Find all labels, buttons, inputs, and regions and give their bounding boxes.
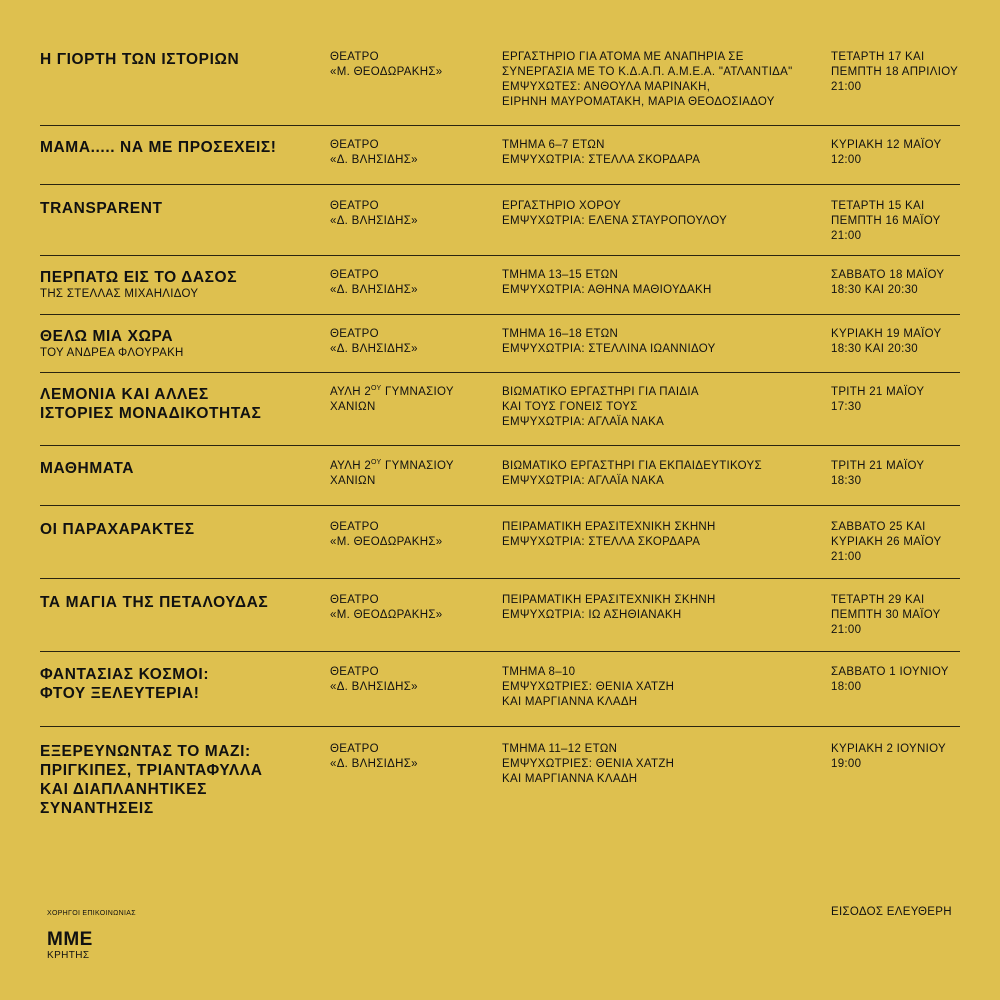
event-description	[502, 50, 792, 110]
event-title-line: ΙΣΤΟΡΙΕΣ ΜΟΝΑΔΙΚΟΤΗΤΑΣ	[40, 405, 262, 422]
date-line: ΠΕΜΠΤΗ 18 ΑΠΡΙΛΙΟΥ	[831, 66, 959, 78]
venue-line: «Μ. ΘΕΟΔΩΡΑΚΗΣ»	[330, 609, 443, 621]
date-line: 18:30	[831, 475, 862, 487]
date-line: 19:00	[831, 758, 862, 770]
ordinal-superscript: ΟΥ	[371, 385, 382, 392]
event-venue	[330, 138, 490, 168]
description-line: ΕΜΨΥΧΩΤΡΙΑ: ΑΓΛΑΪΑ ΝΑΚΑ	[502, 475, 665, 487]
row-divider	[40, 726, 960, 727]
event-description	[502, 199, 792, 229]
venue-line: «Δ. ΒΛΗΣΙΔΗΣ»	[330, 215, 418, 227]
description-line: ΕΜΨΥΧΩΤΡΙΕΣ: ΘΕΝΙΑ ΧΑΤΖΗ	[502, 681, 675, 693]
venue-line: «Μ. ΘΕΟΔΩΡΑΚΗΣ»	[330, 66, 443, 78]
description-line: ΤΜΗΜΑ 8–10	[502, 666, 576, 678]
event-title-line: ΦΤΟΥ ΞΕΛΕΥΤΕΡΙΑ!	[40, 685, 200, 702]
event-title-line: ΘΕΛΩ ΜΙΑ ΧΩΡΑ	[40, 328, 174, 345]
event-venue	[330, 742, 490, 772]
date-line: ΚΥΡΙΑΚΗ 19 ΜΑΪΟΥ	[831, 328, 942, 340]
date-line: ΣΑΒΒΑΤΟ 1 ΙΟΥΝΙΟΥ	[831, 666, 949, 678]
date-line: 21:00	[831, 624, 862, 636]
row-divider	[40, 505, 960, 506]
event-date	[831, 459, 966, 489]
description-line: ΚΑΙ ΤΟΥΣ ΓΟΝΕΙΣ ΤΟΥΣ	[502, 401, 638, 413]
venue-line: ΘΕΑΤΡΟ	[330, 200, 379, 212]
date-line: ΣΑΒΒΑΤΟ 25 ΚΑΙ	[831, 521, 926, 533]
venue-line: ΑΥΛΗ $2^{O\Upsilon}$ ΓΥΜΝΑΣΙΟΥ	[330, 459, 454, 472]
venue-line: «Μ. ΘΕΟΔΩΡΑΚΗΣ»	[330, 536, 443, 548]
event-date	[831, 327, 966, 357]
event-title-line: ΜΑΜΑ..... ΝΑ ΜΕ ΠΡΟΣΕΧΕΙΣ!	[40, 139, 277, 156]
date-line: 18:30 ΚΑΙ 20:30	[831, 343, 918, 355]
venue-line: ΘΕΑΤΡΟ	[330, 521, 379, 533]
event-title-line: ΜΑΘΗΜΑΤΑ	[40, 460, 135, 477]
event-title-line: ΠΕΡΠΑΤΩ ΕΙΣ ΤΟ ΔΑΣΟΣ	[40, 269, 238, 286]
event-description	[502, 665, 792, 710]
event-subtitle: ΤΗΣ ΣΤΕΛΛΑΣ ΜΙΧΑΗΛΙΔΟΥ	[40, 288, 199, 300]
date-line: 21:00	[831, 230, 862, 242]
event-venue	[330, 385, 490, 415]
event-title-line: ΦΑΝΤΑΣΙΑΣ ΚΟΣΜΟΙ:	[40, 666, 210, 683]
description-line: ΚΑΙ ΜΑΡΓΙΑΝΝΑ ΚΛΑΔΗ	[502, 696, 638, 708]
event-description	[502, 138, 792, 168]
event-title	[40, 593, 310, 612]
date-line: ΚΥΡΙΑΚΗ 26 ΜΑΪΟΥ	[831, 536, 942, 548]
date-line: ΤΕΤΑΡΤΗ 15 ΚΑΙ	[831, 200, 925, 212]
event-title-line: ΠΡΙΓΚΙΠΕΣ, ΤΡΙΑΝΤΑΦΥΛΛΑ	[40, 762, 263, 779]
event-title-line: Η ΓΙΟΡΤΗ ΤΩΝ ΙΣΤΟΡΙΩΝ	[40, 51, 240, 68]
venue-line: ΘΕΑΤΡΟ	[330, 666, 379, 678]
event-venue	[330, 520, 490, 550]
date-line: 12:00	[831, 154, 862, 166]
event-venue	[330, 50, 490, 80]
event-title-line: ΛΕΜΟΝΙΑ ΚΑΙ ΑΛΛΕΣ	[40, 386, 209, 403]
description-line: ΠΕΙΡΑΜΑΤΙΚΗ ΕΡΑΣΙΤΕΧΝΙΚΗ ΣΚΗΝΗ	[502, 594, 716, 606]
date-line: ΣΑΒΒΑΤΟ 18 ΜΑΪΟΥ	[831, 269, 945, 281]
venue-line: ΧΑΝΙΩΝ	[330, 475, 376, 487]
event-date	[831, 138, 966, 168]
event-date	[831, 385, 966, 415]
description-line: ΕΜΨΥΧΩΤΡΙΑ: ΙΩ ΑΣΗΘΙΑΝΑΚΗ	[502, 609, 682, 621]
venue-line: ΘΕΑΤΡΟ	[330, 743, 379, 755]
sponsor-block	[47, 909, 136, 962]
description-line: ΕΜΨΥΧΩΤΡΙΑ: ΣΤΕΛΛΙΝΑ ΙΩΑΝΝΙΔΟΥ	[502, 343, 716, 355]
event-venue	[330, 593, 490, 623]
venue-line: «Δ. ΒΛΗΣΙΔΗΣ»	[330, 154, 418, 166]
event-date	[831, 593, 966, 638]
event-title	[40, 50, 310, 69]
description-line: ΕΡΓΑΣΤΗΡΙΟ ΓΙΑ ΑΤΟΜΑ ΜΕ ΑΝΑΠΗΡΙΑ ΣΕ	[502, 51, 744, 63]
description-line: ΤΜΗΜΑ 6–7 ΕΤΩΝ	[502, 139, 605, 151]
description-line: ΒΙΩΜΑΤΙΚΟ ΕΡΓΑΣΤΗΡΙ ΓΙΑ ΕΚΠΑΙΔΕΥΤΙΚΟΥΣ	[502, 460, 762, 472]
date-line: 21:00	[831, 81, 862, 93]
description-line: ΕΜΨΥΧΩΤΡΙΑ: ΑΘΗΝΑ ΜΑΘΙΟΥΔΑΚΗ	[502, 284, 712, 296]
description-line: ΚΑΙ ΜΑΡΓΙΑΝΝΑ ΚΛΑΔΗ	[502, 773, 638, 785]
venue-line: «Δ. ΒΛΗΣΙΔΗΣ»	[330, 758, 418, 770]
sponsor-label: ΧΟΡΗΓΟΙ ΕΠΙΚΟΙΝΩΝΙΑΣ	[47, 910, 136, 917]
event-title	[40, 459, 310, 478]
description-line: ΕΙΡΗΝΗ ΜΑΥΡΟΜΑΤΑΚΗ, ΜΑΡΙΑ ΘΕΟΔΟΣΙΑΔΟΥ	[502, 96, 775, 108]
event-description	[502, 327, 792, 357]
row-divider	[40, 184, 960, 185]
event-title-line: ΤΑ ΜΑΓΙΑ ΤΗΣ ΠΕΤΑΛΟΥΔΑΣ	[40, 594, 269, 611]
event-title-line: TRANSPARENT	[40, 200, 163, 217]
date-line: ΠΕΜΠΤΗ 30 ΜΑΪΟΥ	[831, 609, 941, 621]
event-venue	[330, 665, 490, 695]
event-subtitle: ΤΟΥ ΑΝΔΡΕΑ ΦΛΟΥΡΑΚΗ	[40, 347, 184, 359]
free-entry-note: ΕΙΣΟΔΟΣ ΕΛΕΥΘΕΡΗ	[831, 906, 952, 918]
event-title	[40, 665, 310, 703]
event-title-line: ΕΞΕΡΕΥΝΩΝΤΑΣ ΤΟ ΜΑΖΙ:	[40, 743, 251, 760]
date-line: 18:30 ΚΑΙ 20:30	[831, 284, 918, 296]
date-line: ΚΥΡΙΑΚΗ 12 ΜΑΪΟΥ	[831, 139, 942, 151]
date-line: ΤΡΙΤΗ 21 ΜΑΪΟΥ	[831, 460, 925, 472]
event-description	[502, 593, 792, 623]
venue-line: «Δ. ΒΛΗΣΙΔΗΣ»	[330, 284, 418, 296]
event-title	[40, 138, 310, 157]
date-line: 17:30	[831, 401, 862, 413]
description-line: ΤΜΗΜΑ 11–12 ΕΤΩΝ	[502, 743, 618, 755]
venue-line: ΘΕΑΤΡΟ	[330, 269, 379, 281]
description-line: ΕΜΨΥΧΩΤΡΙΑ: ΑΓΛΑΪΑ ΝΑΚΑ	[502, 416, 665, 428]
row-divider	[40, 255, 960, 256]
date-line: ΤΕΤΑΡΤΗ 17 ΚΑΙ	[831, 51, 925, 63]
venue-line: ΑΥΛΗ $2^{O\Upsilon}$ ΓΥΜΝΑΣΙΟΥ	[330, 385, 454, 398]
description-line: ΒΙΩΜΑΤΙΚΟ ΕΡΓΑΣΤΗΡΙ ΓΙΑ ΠΑΙΔΙΑ	[502, 386, 699, 398]
date-line: ΠΕΜΠΤΗ 16 ΜΑΪΟΥ	[831, 215, 941, 227]
description-line: ΕΜΨΥΧΩΤΡΙΑ: ΣΤΕΛΛΑ ΣΚΟΡΔΑΡΑ	[502, 154, 701, 166]
event-date	[831, 665, 966, 695]
event-date	[831, 742, 966, 772]
venue-line: ΘΕΑΤΡΟ	[330, 51, 379, 63]
description-line: ΕΡΓΑΣΤΗΡΙΟ ΧΟΡΟΥ	[502, 200, 622, 212]
description-line: ΤΜΗΜΑ 16–18 ΕΤΩΝ	[502, 328, 619, 340]
description-line: ΕΜΨΥΧΩΤΡΙΕΣ: ΘΕΝΙΑ ΧΑΤΖΗ	[502, 758, 675, 770]
date-line: ΤΡΙΤΗ 21 ΜΑΪΟΥ	[831, 386, 925, 398]
row-divider	[40, 372, 960, 373]
event-date	[831, 520, 966, 565]
event-description	[502, 742, 792, 787]
row-divider	[40, 445, 960, 446]
event-date	[831, 268, 966, 298]
venue-line: ΧΑΝΙΩΝ	[330, 401, 376, 413]
event-title	[40, 268, 310, 302]
event-venue	[330, 327, 490, 357]
event-title	[40, 385, 310, 423]
event-date	[831, 50, 966, 95]
event-title	[40, 520, 310, 539]
event-title	[40, 199, 310, 218]
event-title-line: ΚΑΙ ΔΙΑΠΛΑΝΗΤΙΚΕΣ	[40, 781, 207, 798]
event-description	[502, 385, 792, 430]
logo-sub-text: ΚΡΗΤΗΣ	[47, 950, 90, 961]
description-line: ΣΥΝΕΡΓΑΣΙΑ ΜΕ ΤΟ Κ.Δ.Α.Π. Α.Μ.Ε.Α. "ΑΤΛΑΝΤΙΔΑ"	[502, 66, 793, 78]
logo-main-text: ΜΜΕ	[47, 929, 93, 950]
description-line: ΠΕΙΡΑΜΑΤΙΚΗ ΕΡΑΣΙΤΕΧΝΙΚΗ ΣΚΗΝΗ	[502, 521, 716, 533]
event-description	[502, 268, 792, 298]
description-line: ΤΜΗΜΑ 13–15 ΕΤΩΝ	[502, 269, 619, 281]
event-title	[40, 327, 310, 361]
description-line: ΕΜΨΥΧΩΤΡΙΑ: ΕΛΕΝΑ ΣΤΑΥΡΟΠΟΥΛΟΥ	[502, 215, 728, 227]
description-line: ΕΜΨΥΧΩΤΕΣ: ΑΝΘΟΥΛΑ ΜΑΡΙΝΑΚΗ,	[502, 81, 711, 93]
venue-line: ΘΕΑΤΡΟ	[330, 594, 379, 606]
ordinal-superscript: ΟΥ	[371, 459, 382, 466]
date-line: ΚΥΡΙΑΚΗ 2 ΙΟΥΝΙΟΥ	[831, 743, 946, 755]
date-line: ΤΕΤΑΡΤΗ 29 ΚΑΙ	[831, 594, 925, 606]
date-line: 18:00	[831, 681, 862, 693]
event-title-line: ΣΥΝΑΝΤΗΣΕΙΣ	[40, 800, 154, 817]
mme-kritis-logo	[47, 930, 136, 962]
venue-line: «Δ. ΒΛΗΣΙΔΗΣ»	[330, 343, 418, 355]
event-title	[40, 742, 310, 818]
venue-line: «Δ. ΒΛΗΣΙΔΗΣ»	[330, 681, 418, 693]
date-line: 21:00	[831, 551, 862, 563]
description-line: ΕΜΨΥΧΩΤΡΙΑ: ΣΤΕΛΛΑ ΣΚΟΡΔΑΡΑ	[502, 536, 701, 548]
row-divider	[40, 578, 960, 579]
event-venue	[330, 268, 490, 298]
row-divider	[40, 125, 960, 126]
venue-line: ΘΕΑΤΡΟ	[330, 139, 379, 151]
venue-line: ΘΕΑΤΡΟ	[330, 328, 379, 340]
event-venue	[330, 199, 490, 229]
event-title-line: ΟΙ ΠΑΡΑΧΑΡΑΚΤΕΣ	[40, 521, 195, 538]
row-divider	[40, 314, 960, 315]
event-date	[831, 199, 966, 244]
row-divider	[40, 651, 960, 652]
event-description	[502, 520, 792, 550]
event-description	[502, 459, 792, 489]
event-venue	[330, 459, 490, 489]
